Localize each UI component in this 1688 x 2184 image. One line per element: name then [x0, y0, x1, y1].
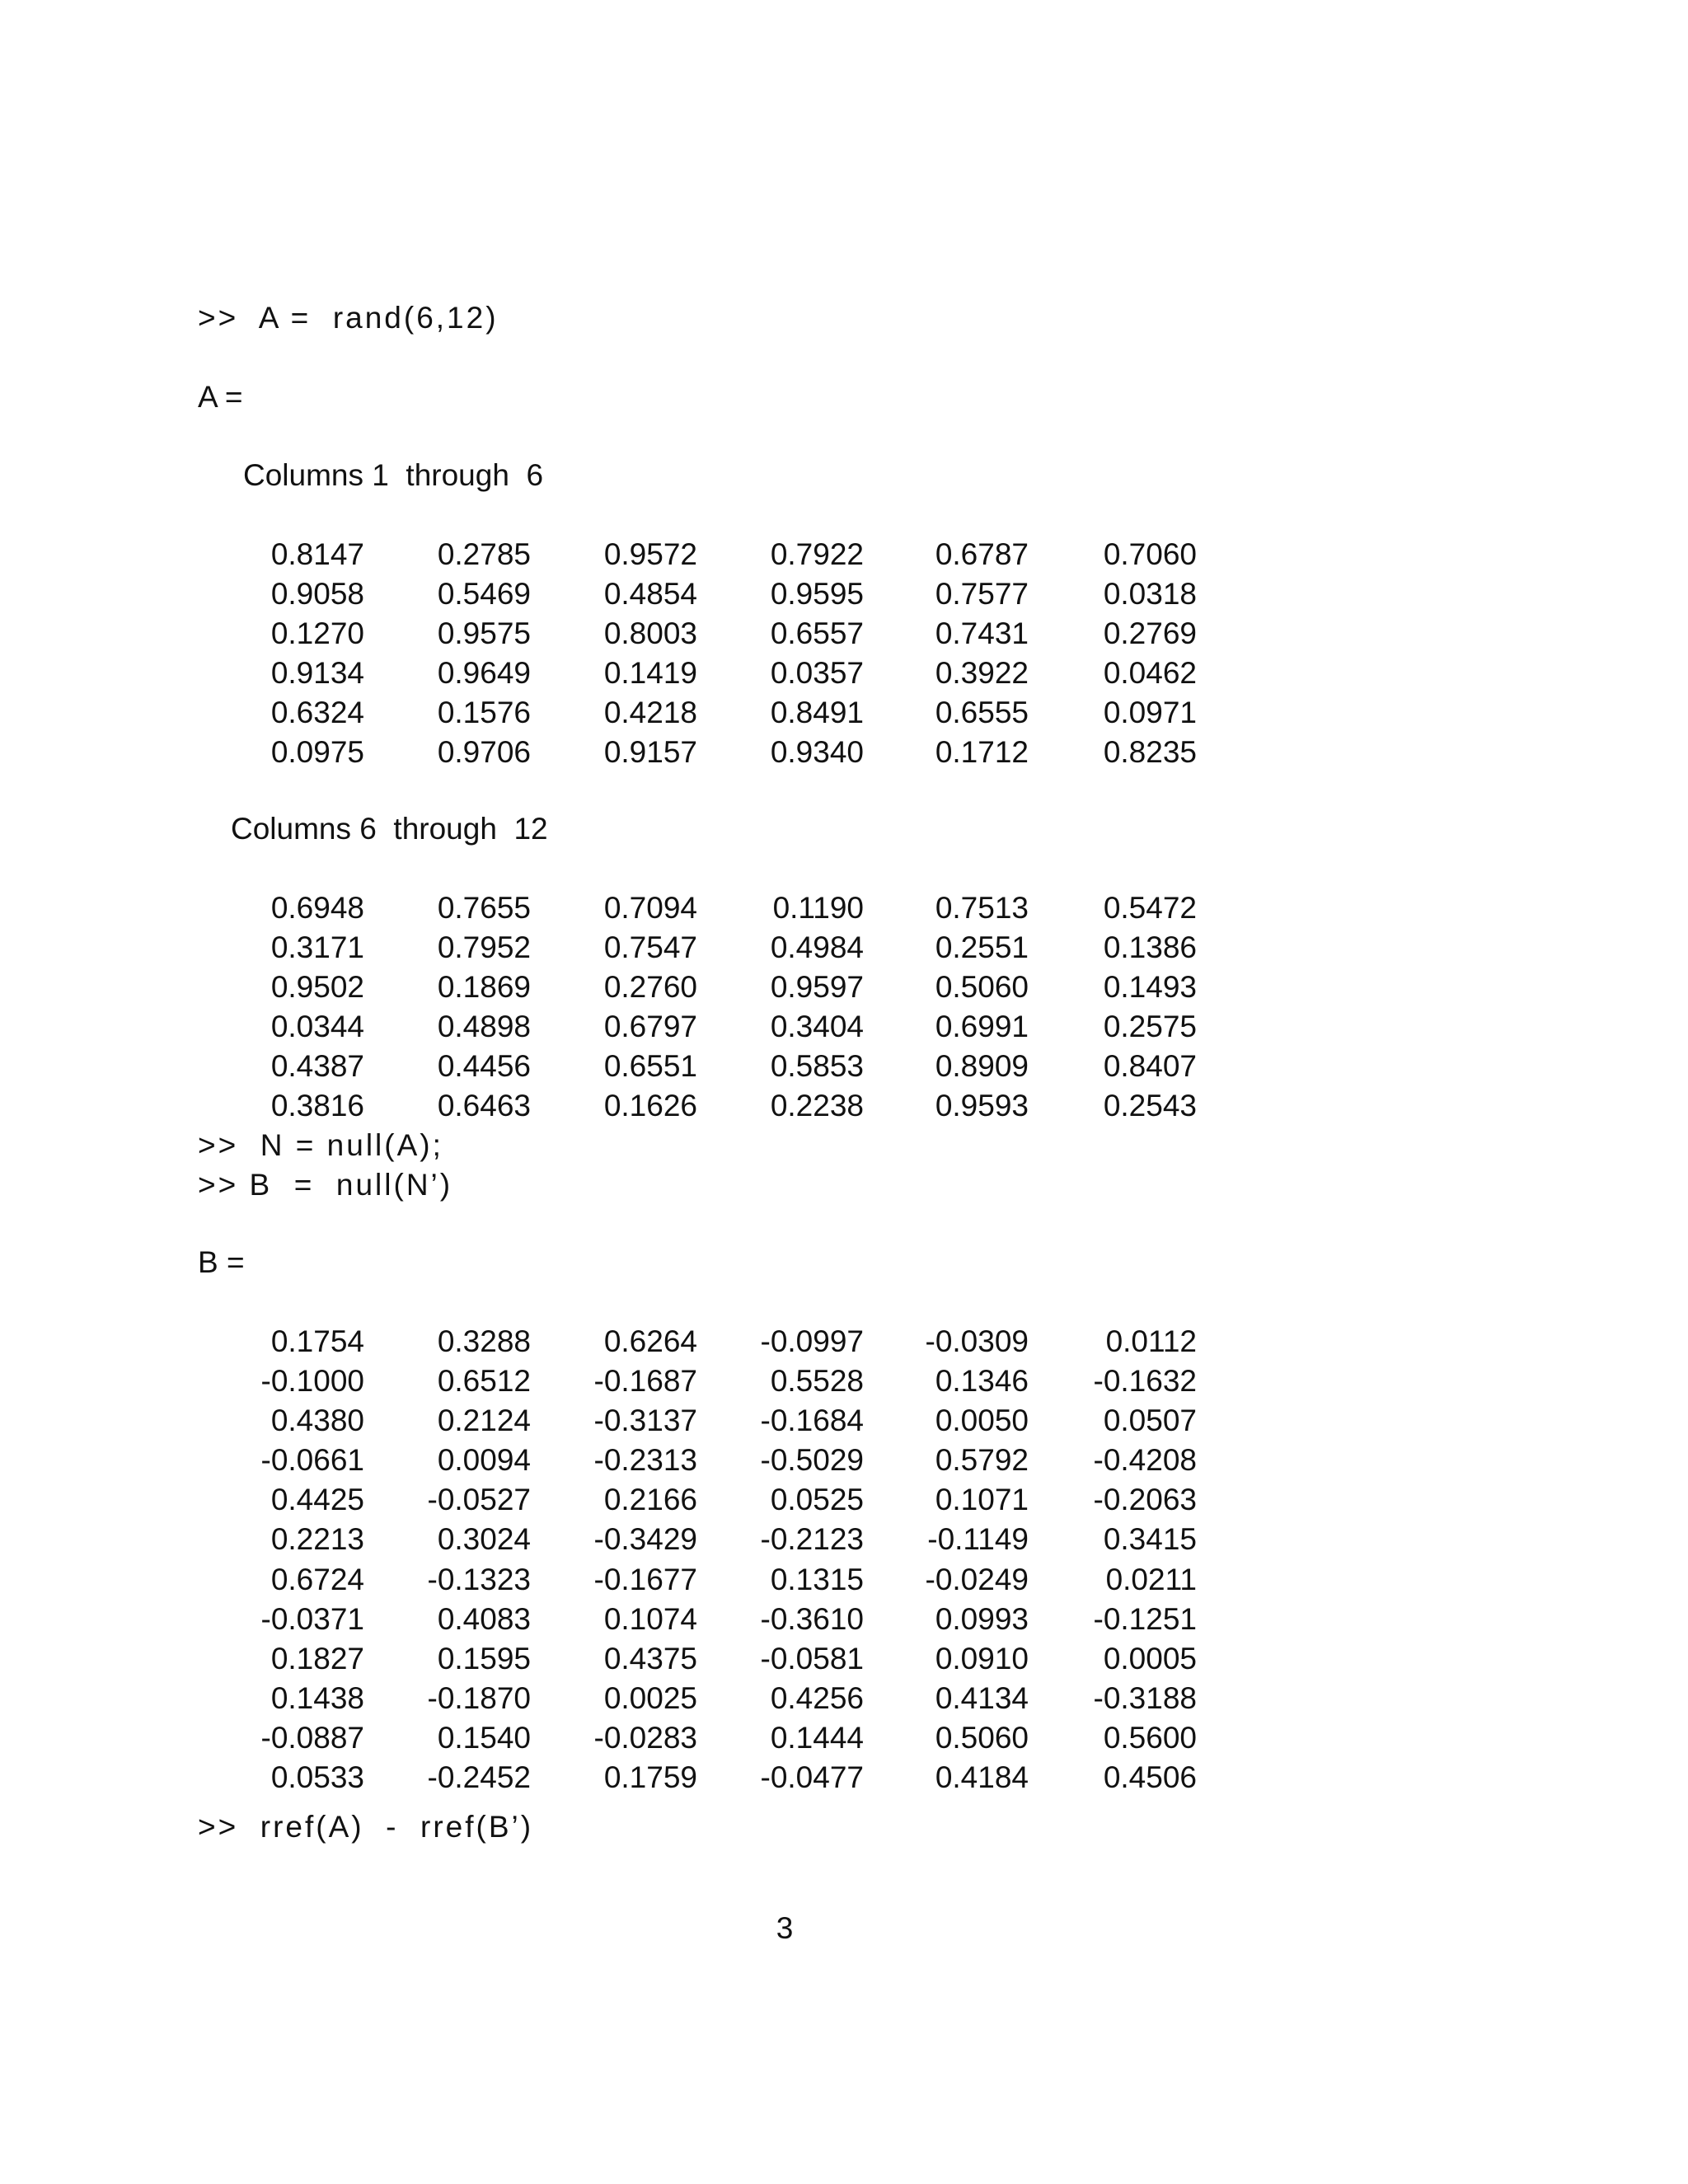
- matrix-cell: 0.3415: [1103, 1522, 1197, 1557]
- matrix-cell: -0.0527: [427, 1483, 531, 1517]
- matrix-cell: 0.8491: [770, 696, 864, 729]
- matrix-cell: 0.0344: [270, 1010, 364, 1043]
- matrix-cell: 0.9572: [603, 537, 697, 571]
- matrix-cell: 0.1827: [270, 1641, 364, 1675]
- matrix-cell: 0.2785: [437, 537, 531, 571]
- matrix-cell: 0.9340: [770, 735, 864, 769]
- matrix-cell: 0.1869: [437, 970, 531, 1004]
- command-rref: >> rref(A) - rref(B’): [198, 1810, 534, 1844]
- matrix-cell: -0.1632: [1093, 1364, 1197, 1399]
- matrix-cell: 0.9134: [270, 656, 364, 690]
- matrix-cell: -0.0581: [760, 1641, 864, 1675]
- matrix-cell: 0.6797: [603, 1010, 697, 1043]
- matrix-cell: 0.9706: [437, 735, 531, 769]
- matrix-cell: 0.8003: [603, 616, 697, 650]
- matrix-cell: 0.0533: [270, 1760, 364, 1795]
- matrix-cell: -0.3610: [760, 1601, 864, 1636]
- matrix-cell: 0.1419: [603, 656, 697, 690]
- matrix-cell: 0.6324: [270, 696, 364, 729]
- matrix-cell: 0.3922: [935, 656, 1029, 690]
- matrix-cell: 0.0005: [1103, 1641, 1197, 1675]
- matrix-cell: 0.1576: [437, 696, 531, 729]
- matrix-cell: 0.0462: [1103, 656, 1197, 690]
- matrix-cell: 0.4218: [603, 696, 697, 729]
- matrix-cell: 0.7513: [935, 891, 1029, 925]
- matrix-cell: 0.7547: [603, 930, 697, 964]
- matrix-cell: 0.8147: [270, 537, 364, 571]
- matrix-cell: 0.9575: [437, 616, 531, 650]
- matrix-cell: -0.1323: [427, 1562, 531, 1596]
- columns-header-6-12: Columns 6 through 12: [231, 812, 548, 846]
- matrix-cell: 0.1315: [770, 1562, 864, 1596]
- matrix-cell: -0.2063: [1093, 1483, 1197, 1517]
- matrix-cell: 0.3171: [270, 930, 364, 964]
- matrix-cell: 0.6724: [270, 1562, 364, 1596]
- matrix-cell: 0.8909: [935, 1049, 1029, 1083]
- matrix-cell: 0.0211: [1105, 1562, 1197, 1596]
- matrix-cell: -0.3188: [1093, 1680, 1197, 1715]
- matrix-cell: 0.1712: [935, 735, 1029, 769]
- matrix-cell: -0.1149: [927, 1522, 1029, 1557]
- matrix-cell: 0.7577: [935, 577, 1029, 611]
- matrix-cell: 0.7094: [603, 891, 697, 925]
- matrix-cell: 0.4898: [437, 1010, 531, 1043]
- matrix-cell: -0.1687: [593, 1364, 697, 1399]
- matrix-cell: 0.2543: [1103, 1089, 1197, 1122]
- matrix-cell: 0.4375: [603, 1641, 697, 1675]
- matrix-cell: -0.0477: [760, 1760, 864, 1795]
- matrix-cell: 0.6512: [437, 1364, 531, 1399]
- matrix-cell: -0.0997: [760, 1324, 864, 1358]
- matrix-cell: 0.2124: [437, 1404, 531, 1438]
- matrix-cell: 0.8235: [1103, 735, 1197, 769]
- matrix-cell: 0.3288: [437, 1324, 531, 1358]
- matrix-cell: 0.2213: [270, 1522, 364, 1557]
- matrix-cell: 0.3404: [770, 1010, 864, 1043]
- label-b-equals: B =: [198, 1245, 245, 1279]
- matrix-cell: 0.2238: [770, 1089, 864, 1122]
- matrix-cell: -0.3137: [593, 1404, 697, 1438]
- matrix-cell: 0.6463: [437, 1089, 531, 1122]
- matrix-cell: 0.4134: [935, 1680, 1029, 1715]
- matrix-cell: -0.2313: [593, 1443, 697, 1478]
- matrix-cell: -0.0371: [260, 1601, 364, 1636]
- matrix-cell: 0.8407: [1103, 1049, 1197, 1083]
- matrix-cell: 0.1754: [270, 1324, 364, 1358]
- matrix-cell: 0.5469: [437, 577, 531, 611]
- matrix-cell: 0.6948: [270, 891, 364, 925]
- matrix-cell: 0.1626: [603, 1089, 697, 1122]
- matrix-cell: 0.2760: [603, 970, 697, 1004]
- command-null-n: >> N = null(A);: [198, 1128, 443, 1162]
- matrix-cell: -0.2452: [427, 1760, 531, 1795]
- matrix-cell: 0.4083: [437, 1601, 531, 1636]
- matrix-cell: 0.3816: [270, 1089, 364, 1122]
- matrix-cell: 0.1270: [270, 616, 364, 650]
- matrix-cell: 0.4380: [270, 1404, 364, 1438]
- matrix-cell: 0.5853: [770, 1049, 864, 1083]
- matrix-cell: -0.3429: [593, 1522, 697, 1557]
- matrix-cell: 0.9502: [270, 970, 364, 1004]
- matrix-cell: 0.6555: [935, 696, 1029, 729]
- matrix-cell: 0.7060: [1103, 537, 1197, 571]
- matrix-cell: -0.5029: [760, 1443, 864, 1478]
- matrix-cell: -0.0249: [925, 1562, 1029, 1596]
- matrix-cell: 0.0112: [1105, 1324, 1197, 1358]
- matrix-cell: 0.2551: [935, 930, 1029, 964]
- matrix-cell: 0.2166: [603, 1483, 697, 1517]
- matrix-cell: 0.1190: [772, 891, 864, 925]
- matrix-cell: 0.1346: [935, 1364, 1029, 1399]
- matrix-cell: 0.9593: [935, 1089, 1029, 1122]
- matrix-cell: -0.1677: [593, 1562, 697, 1596]
- matrix-cell: 0.4854: [603, 577, 697, 611]
- matrix-cell: 0.1540: [437, 1720, 531, 1755]
- command-null-b: >> B = null(N’): [198, 1168, 453, 1202]
- matrix-cell: 0.6991: [935, 1010, 1029, 1043]
- matrix-cell: 0.0357: [770, 656, 864, 690]
- command-rand: >> A = rand(6,12): [198, 301, 499, 335]
- matrix-cell: 0.0910: [935, 1641, 1029, 1675]
- matrix-cell: 0.7655: [437, 891, 531, 925]
- matrix-cell: 0.9157: [603, 735, 697, 769]
- matrix-cell: 0.3024: [437, 1522, 531, 1557]
- matrix-cell: 0.2575: [1103, 1010, 1197, 1043]
- columns-header-1-6: Columns 1 through 6: [243, 458, 544, 492]
- matrix-cell: 0.4456: [437, 1049, 531, 1083]
- matrix-cell: 0.6787: [935, 537, 1029, 571]
- matrix-cell: 0.6264: [603, 1324, 697, 1358]
- matrix-cell: 0.5472: [1103, 891, 1197, 925]
- matrix-cell: 0.0971: [1103, 696, 1197, 729]
- matrix-cell: 0.7952: [437, 930, 531, 964]
- matrix-cell: 0.1595: [437, 1641, 531, 1675]
- matrix-cell: 0.9597: [770, 970, 864, 1004]
- matrix-cell: -0.2123: [760, 1522, 864, 1557]
- label-a-equals: A =: [198, 380, 243, 414]
- matrix-cell: 0.6557: [770, 616, 864, 650]
- matrix-cell: -0.0283: [593, 1720, 697, 1755]
- matrix-cell: 0.5792: [935, 1443, 1029, 1478]
- matrix-cell: 0.4984: [770, 930, 864, 964]
- matrix-cell: -0.1000: [260, 1364, 364, 1399]
- matrix-cell: 0.0975: [270, 735, 364, 769]
- matrix-cell: -0.0887: [260, 1720, 364, 1755]
- matrix-cell: 0.1438: [270, 1680, 364, 1715]
- matrix-cell: 0.0507: [1103, 1404, 1197, 1438]
- matrix-cell: -0.1251: [1093, 1601, 1197, 1636]
- matrix-cell: 0.7922: [770, 537, 864, 571]
- matrix-cell: 0.9058: [270, 577, 364, 611]
- matrix-cell: 0.0025: [603, 1680, 697, 1715]
- matrix-cell: 0.1071: [935, 1483, 1029, 1517]
- matrix-cell: 0.0318: [1103, 577, 1197, 611]
- matrix-cell: -0.1684: [760, 1404, 864, 1438]
- matrix-cell: 0.1386: [1103, 930, 1197, 964]
- matrix-cell: 0.9595: [770, 577, 864, 611]
- matrix-cell: 0.0993: [935, 1601, 1029, 1636]
- matrix-cell: 0.1074: [603, 1601, 697, 1636]
- matrix-cell: 0.9649: [437, 656, 531, 690]
- matrix-cell: 0.7431: [935, 616, 1029, 650]
- matrix-cell: 0.4425: [270, 1483, 364, 1517]
- matrix-cell: 0.5528: [770, 1364, 864, 1399]
- matrix-cell: 0.0525: [770, 1483, 864, 1517]
- matrix-cell: 0.1444: [770, 1720, 864, 1755]
- matrix-cell: 0.1493: [1103, 970, 1197, 1004]
- matrix-cell: 0.2769: [1103, 616, 1197, 650]
- matrix-cell: -0.4208: [1093, 1443, 1197, 1478]
- matrix-cell: -0.1870: [427, 1680, 531, 1715]
- page-number: 3: [776, 1911, 794, 1945]
- matrix-cell: 0.0050: [935, 1404, 1029, 1438]
- matrix-cell: 0.4184: [935, 1760, 1029, 1795]
- matrix-cell: 0.6551: [603, 1049, 697, 1083]
- matrix-cell: 0.5060: [935, 970, 1029, 1004]
- matrix-cell: 0.4256: [770, 1680, 864, 1715]
- matrix-cell: 0.4506: [1103, 1760, 1197, 1795]
- matrix-cell: 0.5060: [935, 1720, 1029, 1755]
- matrix-cell: 0.4387: [270, 1049, 364, 1083]
- matrix-cell: -0.0309: [925, 1324, 1029, 1358]
- matrix-cell: 0.0094: [437, 1443, 531, 1478]
- matrix-cell: 0.1759: [603, 1760, 697, 1795]
- matrix-cell: -0.0661: [260, 1443, 364, 1478]
- matrix-cell: 0.5600: [1103, 1720, 1197, 1755]
